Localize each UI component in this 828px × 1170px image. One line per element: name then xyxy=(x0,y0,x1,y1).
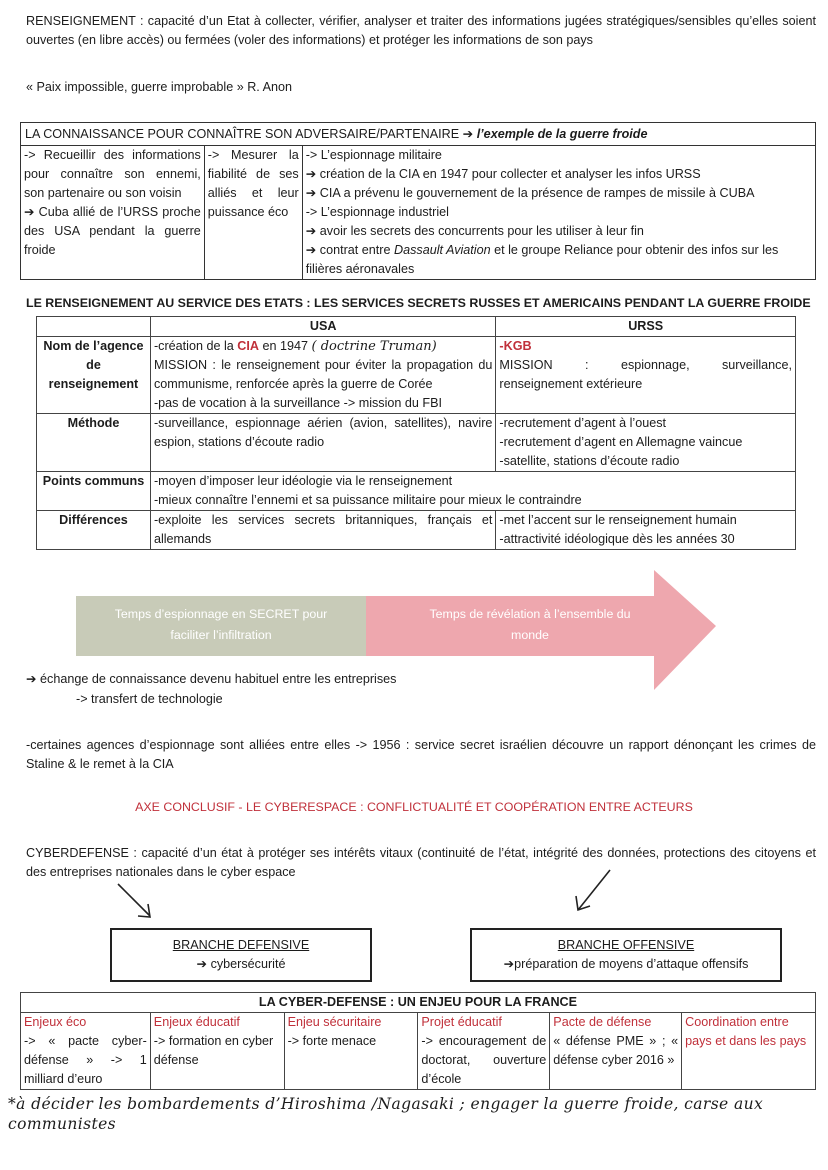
cyber-col-head: Enjeux éducatif xyxy=(153,1015,240,1029)
row-label-agence: Nom de l’agence de renseignement xyxy=(37,337,151,414)
cyber-col-body: -> encouragement de doctorat, ouverture d’école xyxy=(421,1034,547,1086)
knowledge-table-title: LA CONNAISSANCE POUR CONNAÎTRE SON ADVERSAIRE/PARTENAIRE ➔ l’exemple de la guerre froide xyxy=(21,123,816,146)
knowledge-col3-line: -> L’espionnage industriel xyxy=(305,205,449,219)
cyberdefense-definition: CYBERDEFENSE : capacité d’un état à protéger ses intérêts vitaux (continuité de l’état, intégrité des données, protections des citoyens et des entreprises nationales dans le cyber espace xyxy=(26,846,816,879)
cyber-col-body: -> formation en cyber défense xyxy=(153,1034,274,1067)
branche-offensive-title: BRANCHE OFFENSIVE xyxy=(557,938,695,952)
cyber-col-head: Enjeu sécuritaire xyxy=(287,1015,382,1029)
branche-offensive-box xyxy=(470,928,782,982)
exchange-line-sub: -> transfert de technologie xyxy=(76,692,223,706)
header-urss: URSS xyxy=(496,317,796,337)
arrow-down-right-icon xyxy=(110,880,170,930)
urss-mission: MISSION : espionnage, surveillance, renseignement extérieure xyxy=(499,358,792,391)
knowledge-col3-line: ➔ CIA a prévenu le gouvernement de la présence de rampes de missile à CUBA xyxy=(305,186,755,200)
timeline-right-text: Temps de révélation à l’ensemble du monde xyxy=(429,607,631,642)
communs-line: -moyen d’imposer leur idéologie via le renseignement xyxy=(153,474,453,488)
urss-methode-line: -recrutement d’agent en Allemagne vaincue xyxy=(499,435,743,449)
usa-methode: -surveillance, espionnage aérien (avion, satellites), navire espion, stations d’écoute radio xyxy=(150,414,495,472)
services-table-title: LE RENSEIGNEMENT AU SERVICE DES ETATS : LES SERVICES SECRETS RUSSES ET AMERICAINS PENDANT LA GUERRE FROIDE xyxy=(26,296,811,310)
cyber-table-title: LA CYBER-DEFENSE : UN ENJEU POUR LA FRANCE xyxy=(21,993,816,1013)
handwritten-annotation: ( doctrine Truman) xyxy=(311,339,437,354)
row-label-methode: Méthode xyxy=(37,414,151,472)
branche-defensive-title: BRANCHE DEFENSIVE xyxy=(172,938,310,952)
cyber-col-head: Pacte de défense xyxy=(553,1015,652,1029)
usa-mission: MISSION : le renseignement pour éviter la propagation du communisme, renforcée après la guerre de Corée xyxy=(153,358,493,391)
urss-differences-line: -met l’accent sur le renseignement humain xyxy=(499,513,737,527)
cyber-col-body: -> « pacte cyber-défense » -> 1 milliard d’euro xyxy=(24,1034,147,1086)
urss-methode-line: -satellite, stations d’écoute radio xyxy=(499,454,680,468)
cyber-col-head: Enjeux éco xyxy=(24,1015,87,1029)
renseignement-definition: RENSEIGNEMENT : capacité d’un Etat à collecter, vérifier, analyser et traiter des informations jugées stratégiques/sensibles qu’elles soient ouvertes (en libre accès) ou fermées (voler des informations) et protéger les informations de son pays xyxy=(26,14,816,47)
timeline-left-text: Temps d’espionnage en SECRET pour faciliter l’infiltration xyxy=(114,607,328,642)
knowledge-col3-line: ➔ création de la CIA en 1947 pour collecter et analyser les infos URSS xyxy=(305,167,701,181)
cyber-table xyxy=(20,992,816,1090)
usa-differences: -exploite les services secrets britanniques, français et allemands xyxy=(150,511,495,550)
communs-line: -mieux connaître l’ennemi et sa puissance militaire pour mieux le contraindre xyxy=(153,493,582,507)
cyber-col-body: -> forte menace xyxy=(287,1034,377,1048)
axe-title: AXE CONCLUSIF - LE CYBERESPACE : CONFLICTUALITÉ ET COOPÉRATION ENTRE ACTEURS xyxy=(135,800,693,814)
knowledge-col3-line: ➔ avoir les secrets des concurrents pour les utiliser à leur fin xyxy=(305,224,644,238)
arrow-right-icon: ➔ xyxy=(462,126,474,141)
exchange-line: ➔ échange de connaissance devenu habituel entre les entreprises xyxy=(26,672,397,686)
branche-offensive-text: ➔préparation de moyens d’attaque offensifs xyxy=(503,957,749,971)
branche-defensive-text: ➔ cybersécurité xyxy=(196,957,286,971)
services-table xyxy=(36,316,796,550)
header-usa: USA xyxy=(150,317,495,337)
urss-differences-line: -attractivité idéologique dès les années 30 xyxy=(499,532,735,546)
knowledge-table xyxy=(20,122,816,280)
usa-agence-line: -création de la CIA en 1947 ( doctrine Truman) xyxy=(153,339,437,354)
row-label-communs: Points communs xyxy=(37,472,151,511)
knowledge-col3-line: ➔ contrat entre Dassault Aviation et le groupe Reliance pour obtenir des infos sur les filières aéronavales xyxy=(305,243,779,276)
knowledge-col2: -> Mesurer la fiabilité de ses alliés et leur puissance éco xyxy=(207,148,299,219)
quote: « Paix impossible, guerre improbable » R. Anon xyxy=(26,80,293,94)
cyber-col-head: Projet éducatif xyxy=(421,1015,502,1029)
knowledge-col1-example: ➔ Cuba allié de l’URSS proche des USA pendant la guerre froide xyxy=(24,205,201,257)
handwritten-note: *à décider les bombardements d’Hiroshima /Nagasaki ; engager la guerre froide, carse aux communistes xyxy=(8,1095,764,1133)
knowledge-col3-line: -> L’espionnage militaire xyxy=(305,148,442,162)
cyber-col-head: Coordination entre pays et dans les pays xyxy=(685,1015,807,1048)
alliance-text: -certaines agences d’espionnage sont alliées entre elles -> 1956 : service secret israélien découvre un rapport dénonçant les crimes de Staline & le remet à la CIA xyxy=(26,738,816,771)
branche-defensive-box xyxy=(110,928,372,982)
usa-fbi: -pas de vocation à la surveillance -> mission du FBI xyxy=(153,396,442,410)
urss-methode-line: -recrutement d’agent à l’ouest xyxy=(499,416,667,430)
row-label-differences: Différences xyxy=(37,511,151,550)
cyber-col-body: « défense PME » ; « défense cyber 2016 » xyxy=(553,1034,679,1067)
urss-kgb: -KGB xyxy=(499,339,532,353)
knowledge-col1: -> Recueillir des informations pour connaître son ennemi, son partenaire ou son voisin xyxy=(24,148,201,200)
arrow-down-left-icon xyxy=(570,866,620,916)
